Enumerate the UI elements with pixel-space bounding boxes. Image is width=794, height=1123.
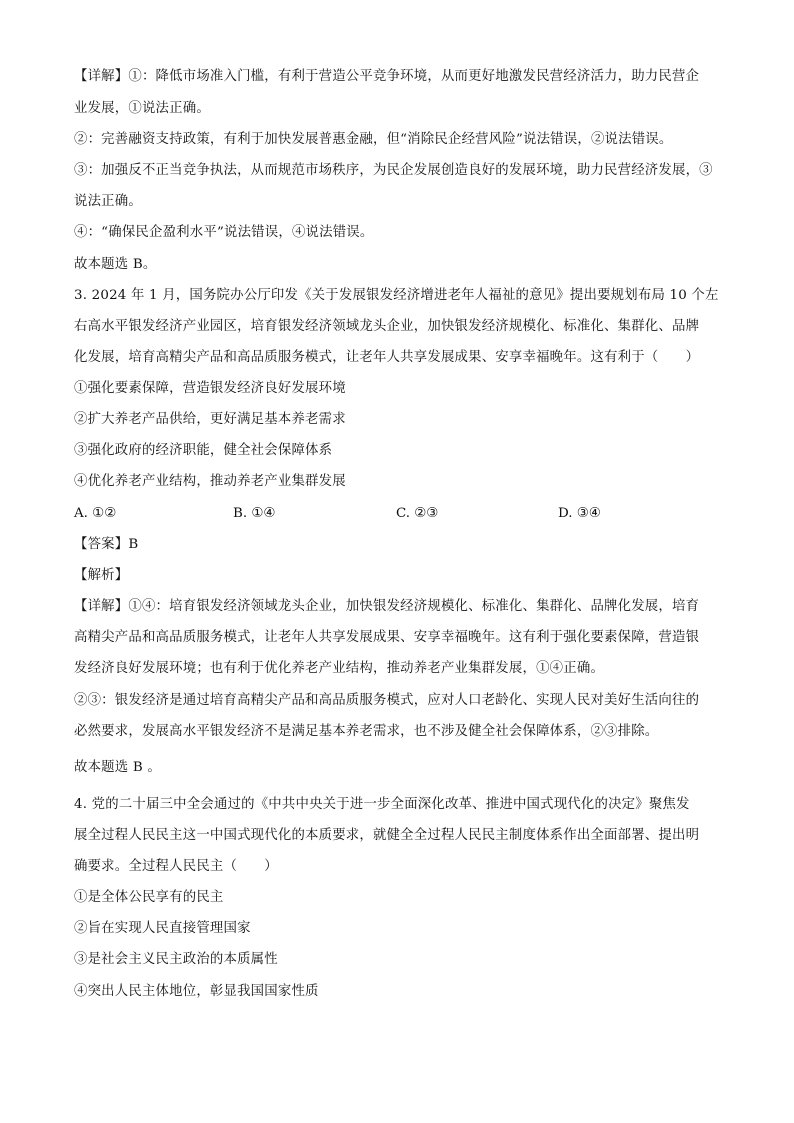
text-line: ②③：银发经济是通过培育高精尖产品和高品质服务模式，应对人口老龄化、实现人民对美好生活向往的 — [74, 693, 700, 708]
text-line: ④：“确保民企盈利水平”说法错误，④说法错误。 — [74, 225, 374, 240]
text-line: 业发展，①说法正确。 — [74, 101, 210, 116]
option-a: A. ①② — [74, 506, 117, 521]
text-line: 右高水平银发经济产业园区，培育银发经济领域龙头企业，加快银发经济规模化、标准化、集群化、品牌 — [74, 319, 700, 334]
text-line: 故本题选 B。 — [74, 257, 157, 272]
statement-line: ③是社会主义民主政治的本质属性 — [74, 952, 278, 967]
text-line: ③：加强反不正当竞争执法，从而规范市场秩序，为民企发展创造良好的发展环境，助力民营经济发展，③ — [74, 163, 713, 178]
text-line: 【详解】①④：培育银发经济领域龙头企业，加快银发经济规模化、标准化、集群化、品牌化发展，培育 — [74, 599, 700, 614]
question-4-stem: 4. 党的二十届三中全会通过的《中共中央关于进一步全面深化改革、推进中国式现代化的决定》聚焦发 — [74, 797, 690, 812]
option-c: C. ②③ — [396, 506, 439, 521]
statement-line: ①强化要素保障，营造银发经济良好发展环境 — [74, 381, 346, 396]
option-b: B. ①④ — [233, 506, 276, 521]
answer-label: 【答案】B — [74, 537, 139, 552]
text-line: 确要求。全过程人民民主（ ） — [74, 859, 278, 874]
text-line: 说法正确。 — [74, 194, 142, 209]
analysis-label: 【解析】 — [74, 568, 129, 583]
text-line: 化发展，培育高精尖产品和高品质服务模式，让老年人共享发展成果、安享幸福晚年。这有利于（ ） — [74, 350, 700, 365]
text-line: 必然要求，发展高水平银发经济不是满足基本养老需求，也不涉及健全社会保障体系，②③排除。 — [74, 724, 659, 739]
text-line: 发经济良好发展环境；也有利于优化养老产业结构，推动养老产业集群发展，①④正确。 — [74, 661, 605, 676]
statement-line: ②扩大养老产品供给，更好满足基本养老需求 — [74, 412, 346, 427]
statement-line: ④突出人民主体地位，彰显我国国家性质 — [74, 984, 319, 999]
text-line: 故本题选 B 。 — [74, 760, 161, 775]
option-d: D. ③④ — [558, 506, 601, 521]
text-line: 展全过程人民民主这一中国式现代化的本质要求，就健全全过程人民民主制度体系作出全面部署、提出明 — [74, 828, 700, 843]
statement-line: ④优化养老产业结构，推动养老产业集群发展 — [74, 474, 346, 489]
statement-line: ③强化政府的经济职能，健全社会保障体系 — [74, 443, 333, 458]
text-line: 高精尖产品和高品质服务模式，让老年人共享发展成果、安享幸福晚年。这有利于强化要素保障，营造银 — [74, 630, 700, 645]
statement-line: ①是全体公民享有的民主 — [74, 890, 224, 905]
statement-line: ②旨在实现人民直接管理国家 — [74, 921, 251, 936]
question-3-stem: 3. 2024 年 1 月，国务院办公厅印发《关于发展银发经济增进老年人福祉的意见》提出要规划布局 10 个左 — [74, 288, 719, 303]
text-line: 【详解】①：降低市场准入门槛，有利于营造公平竞争环境，从而更好地激发民营经济活力，助力民营企 — [74, 69, 700, 84]
text-line: ②：完善融资支持政策，有利于加快发展普惠金融，但“消除民企经营风险”说法错误，②说法错误。 — [74, 132, 673, 147]
